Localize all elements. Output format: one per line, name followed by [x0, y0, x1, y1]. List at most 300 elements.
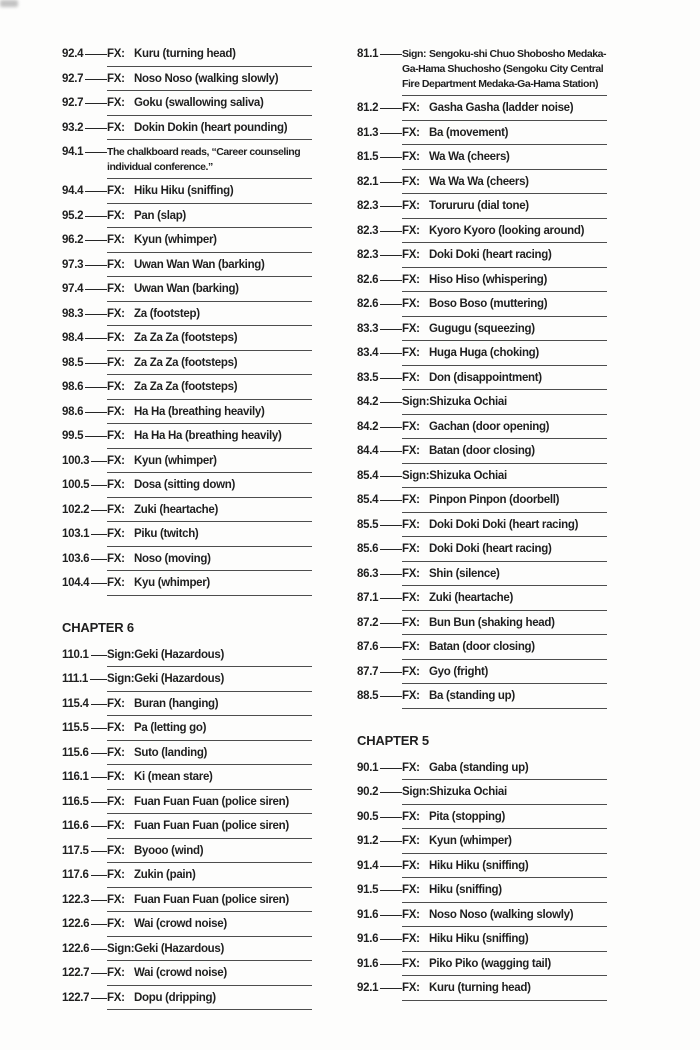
entry-type-label: Sign: — [402, 396, 430, 408]
leader-line — [380, 841, 402, 842]
entry-type-label: FX: — [402, 322, 420, 335]
fx-entry — [357, 469, 607, 489]
page-panel-number: 115.4 — [62, 697, 89, 710]
leader-line — [380, 988, 402, 989]
page-panel-number: 111.1 — [62, 673, 89, 685]
leader-line — [91, 559, 107, 560]
entry-type-label: FX: — [107, 918, 125, 930]
entry-description: Hiso Hiso (whispering) — [429, 273, 547, 286]
entry-number-cell — [62, 121, 107, 137]
entry-number-cell — [357, 883, 402, 899]
fx-entry — [62, 893, 312, 913]
page-panel-number: 97.4 — [62, 283, 84, 295]
entry-description: Goku (swallowing saliva) — [134, 97, 264, 109]
entry-description: Gasha Gasha (ladder noise) — [429, 102, 574, 114]
entry-number-cell — [357, 834, 402, 850]
page-panel-number: 122.3 — [62, 893, 90, 906]
fx-entry — [62, 96, 312, 116]
entry-type-label: FX: — [107, 307, 125, 320]
page-panel-number: 116.6 — [62, 820, 89, 832]
leader-line — [91, 777, 107, 778]
leader-line — [91, 655, 107, 656]
leader-line — [85, 314, 107, 315]
entry-content — [107, 746, 312, 766]
fx-entry — [357, 518, 607, 538]
entry-number-cell — [62, 991, 107, 1007]
leader-line — [380, 964, 402, 965]
entry-number-cell — [357, 395, 402, 411]
leader-line — [380, 451, 402, 452]
entry-description: Wai (crowd noise) — [134, 918, 227, 930]
entry-type-label: FX: — [107, 332, 125, 344]
page-panel-number: 91.4 — [357, 859, 379, 872]
entry-description: Za (footstep) — [134, 307, 200, 320]
entry-number-cell — [357, 542, 402, 558]
entry-description: Gaba (standing up) — [429, 761, 529, 774]
entry-content — [107, 258, 312, 278]
leader-line — [380, 623, 402, 624]
page-panel-number: 98.4 — [62, 332, 84, 344]
page-panel-number: 95.2 — [62, 209, 84, 222]
fx-entry — [62, 72, 312, 92]
fx-entry — [62, 478, 312, 498]
page-panel-number: 122.6 — [62, 942, 90, 955]
leader-line — [380, 500, 402, 501]
leader-line — [91, 485, 107, 486]
fx-entry — [62, 145, 312, 179]
entry-type-label: FX: — [402, 665, 420, 678]
entry-content — [107, 145, 312, 179]
entry-number-cell — [357, 101, 402, 117]
entry-type-label: FX: — [107, 381, 125, 393]
entry-type-label: FX: — [402, 445, 420, 457]
fx-entry — [357, 322, 607, 342]
fx-entry — [357, 371, 607, 391]
page-panel-number: 83.4 — [357, 347, 379, 359]
entry-number-cell — [357, 640, 402, 656]
entry-content — [107, 991, 312, 1011]
leader-line — [91, 534, 107, 535]
fx-entry — [357, 908, 607, 928]
page-panel-number: 122.6 — [62, 918, 90, 930]
entry-type-label: FX: — [107, 234, 125, 246]
leader-line — [91, 802, 107, 803]
fx-entry — [62, 233, 312, 253]
leader-line — [91, 949, 107, 950]
entry-type-label: FX: — [107, 503, 125, 516]
entry-description: Sengoku-shi Chuo Shobosho Medaka-Ga-Hama Shuchosho (Sengoku City Central Fire Department Medaka-Ga-Hama Station) — [402, 48, 607, 90]
entry-description: Dosa (sitting down) — [134, 479, 235, 491]
entry-description: Hiku Hiku (sniffing) — [429, 933, 529, 945]
leader-line — [380, 280, 402, 281]
entry-type-label: FX: — [107, 844, 125, 857]
fx-entry — [62, 648, 312, 668]
leader-line — [85, 152, 107, 153]
page-panel-number: 81.3 — [357, 126, 379, 139]
entry-type-label: FX: — [402, 298, 420, 310]
leader-line — [85, 240, 107, 241]
entry-content — [107, 429, 312, 449]
fx-entry — [62, 121, 312, 141]
leader-line — [380, 378, 402, 379]
entry-type-label: Sign: — [402, 48, 426, 60]
entry-content — [402, 297, 607, 317]
leader-line — [380, 476, 402, 477]
fx-entry — [62, 770, 312, 790]
entry-number-cell — [357, 126, 402, 142]
entry-type-label: FX: — [107, 991, 125, 1004]
page-panel-number: 96.2 — [62, 234, 84, 246]
fx-entry — [357, 957, 607, 977]
entry-description: Gyo (fright) — [429, 665, 488, 678]
page-panel-number: 104.4 — [62, 577, 90, 589]
fx-entry — [357, 297, 607, 317]
page-panel-number: 83.3 — [357, 322, 379, 335]
entry-type-label: FX: — [402, 224, 420, 237]
entry-description: Doki Doki (heart racing) — [429, 543, 552, 555]
page-panel-number: 98.3 — [62, 307, 84, 320]
entry-content — [402, 47, 607, 96]
entry-type-label: FX: — [402, 151, 420, 163]
leader-line — [380, 866, 402, 867]
fx-entry — [62, 454, 312, 474]
fx-entry — [62, 966, 312, 986]
entry-type-label: FX: — [107, 430, 125, 442]
fx-entry — [357, 420, 607, 440]
entry-description: Hiku (sniffing) — [429, 884, 502, 896]
entry-number-cell — [62, 380, 107, 396]
entry-type-label: FX: — [107, 820, 125, 832]
leader-line — [380, 915, 402, 916]
entry-description: Boso Boso (muttering) — [429, 298, 548, 310]
fx-entry — [357, 859, 607, 879]
fx-entry — [62, 258, 312, 278]
entry-content — [402, 542, 607, 562]
leader-line — [380, 672, 402, 673]
entry-content — [107, 405, 312, 425]
fx-entry — [62, 576, 312, 596]
leader-line — [85, 128, 107, 129]
page-panel-number: 100.3 — [62, 454, 90, 467]
entry-number-cell — [62, 184, 107, 200]
leader-line — [380, 598, 402, 599]
entry-number-cell — [357, 761, 402, 777]
entry-content — [107, 47, 312, 67]
entry-description: Wa Wa Wa (cheers) — [429, 175, 529, 188]
entry-description: Fuan Fuan Fuan (police siren) — [134, 820, 289, 832]
leader-line — [380, 817, 402, 818]
fx-entry — [62, 380, 312, 400]
page-panel-number: 87.6 — [357, 641, 379, 653]
leader-line — [91, 973, 107, 974]
leader-line — [380, 402, 402, 403]
entry-content — [107, 721, 312, 741]
entry-number-cell — [62, 331, 107, 347]
leader-line — [380, 525, 402, 526]
page-panel-number: 82.3 — [357, 249, 379, 261]
column-left — [62, 47, 312, 1015]
entry-content — [402, 567, 607, 587]
entry-description: Za Za Za (footsteps) — [134, 356, 238, 369]
entry-description: Batan (door closing) — [429, 641, 535, 653]
page-panel-number: 81.2 — [357, 102, 379, 114]
fx-entry — [62, 844, 312, 864]
entry-number-cell — [62, 454, 107, 470]
entry-content — [402, 859, 607, 879]
entry-description: Buran (hanging) — [134, 697, 219, 710]
page-panel-number: 93.2 — [62, 121, 84, 134]
page-panel-number: 82.3 — [357, 200, 379, 212]
entry-content — [402, 810, 607, 830]
entry-number-cell — [357, 689, 402, 705]
fx-entry — [357, 810, 607, 830]
entry-number-cell — [357, 346, 402, 362]
leader-line — [85, 216, 107, 217]
fx-entry — [357, 47, 607, 96]
entry-content — [402, 518, 607, 538]
entry-content — [402, 248, 607, 268]
entry-number-cell — [62, 942, 107, 958]
entry-description: Ha Ha Ha (breathing heavily) — [134, 430, 282, 442]
leader-line — [91, 851, 107, 852]
entry-number-cell — [62, 868, 107, 884]
entry-number-cell — [62, 648, 107, 664]
entry-number-cell — [62, 672, 107, 688]
fx-entry — [357, 150, 607, 170]
fx-entry — [357, 567, 607, 587]
entry-number-cell — [62, 258, 107, 274]
entry-number-cell — [62, 770, 107, 786]
entry-description: Kuru (turning head) — [429, 982, 531, 994]
leader-line — [380, 54, 402, 55]
entry-number-cell — [62, 72, 107, 88]
leader-line — [380, 108, 402, 109]
entry-type-label: FX: — [107, 356, 125, 369]
entry-description: Wai (crowd noise) — [134, 967, 227, 979]
entry-content — [402, 640, 607, 660]
entry-type-label: FX: — [402, 249, 420, 261]
leader-line — [380, 329, 402, 330]
leader-line — [380, 647, 402, 648]
entry-number-cell — [357, 175, 402, 191]
entry-type-label: FX: — [402, 200, 420, 212]
entry-description: Noso (moving) — [134, 552, 211, 565]
page-panel-number: 82.6 — [357, 298, 379, 310]
leader-line — [85, 103, 107, 104]
entry-content — [107, 552, 312, 572]
entry-number-cell — [357, 322, 402, 338]
entry-type-label: FX: — [107, 479, 125, 491]
entry-description: Kyun (whimper) — [134, 454, 217, 467]
entry-number-cell — [62, 307, 107, 323]
leader-line — [380, 768, 402, 769]
entry-type-label: FX: — [107, 209, 125, 222]
entry-content — [402, 689, 607, 709]
entry-type-label: FX: — [107, 967, 125, 979]
fx-entry — [62, 184, 312, 204]
leader-line — [85, 338, 107, 339]
page-panel-number: 82.1 — [357, 175, 379, 188]
page-panel-number: 90.2 — [357, 786, 379, 798]
entry-content — [107, 454, 312, 474]
entry-content — [107, 527, 312, 547]
leader-line — [85, 54, 107, 55]
entry-content — [107, 233, 312, 253]
page-panel-number: 84.4 — [357, 445, 379, 457]
entry-type-label: FX: — [107, 97, 125, 109]
leader-line — [85, 79, 107, 80]
entry-content — [402, 957, 607, 977]
page-panel-number: 81.5 — [357, 151, 379, 163]
entry-content — [402, 395, 607, 415]
entry-description: Uwan Wan Wan (barking) — [134, 258, 265, 271]
entry-description: Uwan Wan (barking) — [134, 283, 239, 295]
entry-description: Geki (Hazardous) — [134, 942, 225, 955]
fx-entry — [62, 307, 312, 327]
entry-number-cell — [357, 297, 402, 313]
fx-entry — [62, 47, 312, 67]
entry-description: Kyun (whimper) — [429, 835, 512, 847]
entry-number-cell — [62, 356, 107, 372]
entry-description: Noso Noso (walking slowly) — [134, 72, 279, 85]
entry-content — [402, 616, 607, 636]
leader-line — [91, 510, 107, 511]
leader-line — [85, 265, 107, 266]
chapter-heading: CHAPTER 6 — [62, 619, 134, 635]
page-panel-number: 84.2 — [357, 396, 379, 408]
entry-type-label: FX: — [402, 690, 420, 702]
entry-number-cell — [357, 785, 402, 801]
entry-number-cell — [357, 248, 402, 264]
entry-description: Doki Doki Doki (heart racing) — [429, 518, 579, 531]
entry-number-cell — [62, 795, 107, 811]
entry-number-cell — [62, 503, 107, 519]
entry-description: Piku (twitch) — [134, 528, 199, 540]
entry-description: Shizuka Ochiai — [429, 786, 507, 798]
page-panel-number: 122.7 — [62, 991, 90, 1004]
entry-description: Piko Piko (wagging tail) — [429, 957, 551, 970]
entry-type-label: FX: — [107, 552, 125, 565]
page-panel-number: 82.6 — [357, 273, 379, 286]
page-panel-number: 85.6 — [357, 543, 379, 555]
entry-description: Ki (mean stare) — [134, 771, 213, 783]
entry-description: Shin (silence) — [429, 567, 500, 580]
entry-content — [107, 672, 312, 692]
entry-description: Huga Huga (choking) — [429, 347, 539, 359]
fx-entry — [62, 991, 312, 1011]
page-panel-number: 88.5 — [357, 690, 379, 702]
entry-type-label: FX: — [402, 957, 420, 970]
entry-number-cell — [357, 469, 402, 485]
entry-type-label: FX: — [107, 528, 125, 540]
leader-line — [380, 255, 402, 256]
entry-content — [107, 844, 312, 864]
fx-entry — [62, 917, 312, 937]
entry-description: Zuki (heartache) — [429, 592, 514, 604]
leader-line — [380, 206, 402, 207]
page-panel-number: 91.6 — [357, 908, 379, 921]
leader-line — [91, 826, 107, 827]
entry-content — [402, 150, 607, 170]
entry-number-cell — [357, 957, 402, 973]
entry-number-cell — [62, 893, 107, 909]
entry-description: Geki (Hazardous) — [134, 648, 225, 661]
fx-entry — [357, 981, 607, 1001]
page-panel-number: 97.3 — [62, 258, 84, 271]
entry-type-label: FX: — [402, 347, 420, 359]
entry-number-cell — [62, 145, 107, 161]
page-panel-number: 82.3 — [357, 224, 379, 237]
entry-description: Gugugu (squeezing) — [429, 322, 535, 335]
page-panel-number: 92.1 — [357, 982, 379, 994]
entry-content — [107, 819, 312, 839]
page-panel-number: 87.7 — [357, 665, 379, 678]
entry-number-cell — [62, 576, 107, 592]
leader-line — [85, 363, 107, 364]
leader-line — [380, 574, 402, 575]
entry-number-cell — [62, 917, 107, 933]
column-right — [357, 47, 607, 1006]
fx-entry — [357, 395, 607, 415]
leader-line — [91, 583, 107, 584]
page-panel-number: 115.5 — [62, 722, 89, 734]
entry-number-cell — [62, 405, 107, 421]
entry-description: Batan (door closing) — [429, 445, 535, 457]
entry-content — [107, 478, 312, 498]
fx-entry — [62, 282, 312, 302]
entry-number-cell — [357, 444, 402, 460]
entry-description: Zukin (pain) — [134, 869, 196, 881]
fx-entry — [62, 209, 312, 229]
leader-line — [85, 289, 107, 290]
page-panel-number: 94.1 — [62, 146, 84, 158]
entry-content — [402, 469, 607, 489]
fx-entry — [357, 493, 607, 513]
leader-line — [380, 157, 402, 158]
entry-description: Dokin Dokin (heart pounding) — [134, 121, 288, 134]
fx-entry — [357, 640, 607, 660]
leader-line — [85, 191, 107, 192]
fx-entry — [62, 405, 312, 425]
leader-line — [380, 182, 402, 183]
page-panel-number: 91.2 — [357, 835, 379, 847]
entry-number-cell — [62, 552, 107, 568]
entry-type-label: FX: — [402, 518, 420, 531]
entry-description: Pan (slap) — [134, 209, 186, 222]
entry-number-cell — [357, 224, 402, 240]
fx-entry — [357, 444, 607, 464]
entry-number-cell — [62, 233, 107, 249]
entry-content — [402, 908, 607, 928]
entry-description: Hiku Hiku (sniffing) — [429, 859, 529, 872]
entry-content — [402, 322, 607, 342]
entry-content — [107, 121, 312, 141]
entry-type-label: FX: — [107, 795, 125, 808]
entry-description: Shizuka Ochiai — [429, 469, 507, 482]
page-panel-number: 98.6 — [62, 405, 84, 418]
entry-description: Kyoro Kyoro (looking around) — [429, 224, 585, 237]
entry-number-cell — [62, 96, 107, 112]
entry-description: Geki (Hazardous) — [134, 673, 225, 685]
entry-content — [402, 371, 607, 391]
entry-type-label: FX: — [107, 283, 125, 295]
entry-content — [402, 101, 607, 121]
page-panel-number: 91.6 — [357, 933, 379, 945]
page-panel-number: 92.7 — [62, 97, 84, 109]
entry-description: Kyun (whimper) — [134, 234, 217, 246]
entry-description: Za Za Za (footsteps) — [134, 332, 238, 344]
page-panel-number: 115.6 — [62, 746, 89, 759]
